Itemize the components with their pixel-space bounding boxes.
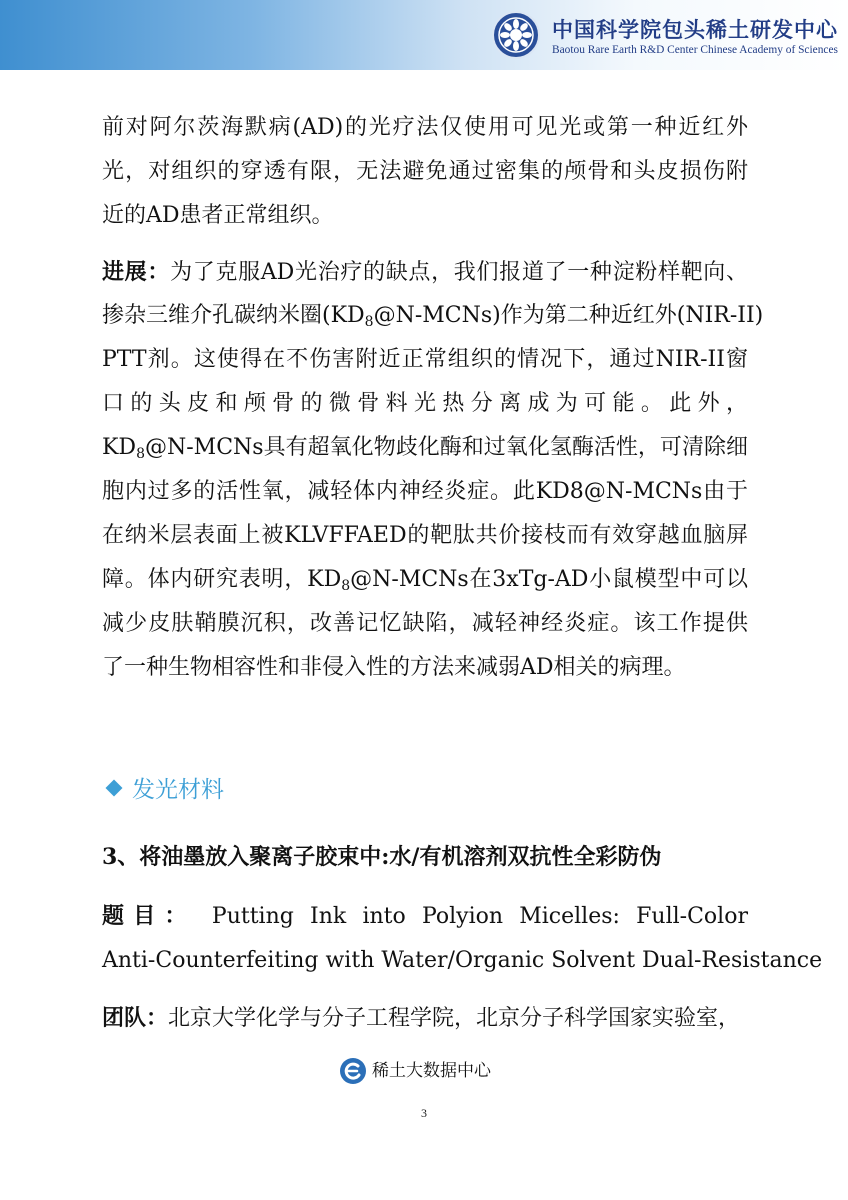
progress-line-6: 胞内过多的活性氧，减轻体内神经炎症。此KD8@N-MCNs由于: [102, 479, 748, 504]
section-heading: [104, 773, 224, 807]
progress-line-9: 减少皮肤鞘膜沉积，改善记忆缺陷，减轻神经炎症。该工作提供: [102, 611, 748, 636]
title-text: Putting Ink into Polyion Micelles: Full-Color: [211, 904, 748, 929]
footer-brand-text: 稀土大数据中心: [372, 1061, 491, 1081]
progress-line-8: [102, 565, 748, 601]
subscript: 8: [364, 314, 374, 330]
organization-name-cn: 中国科学院包头稀土研发中心: [552, 18, 838, 42]
progress-label: 进展：: [102, 259, 171, 285]
article-heading: 3、将油墨放入聚离子胶束中:水/有机溶剂双抗性全彩防伪: [102, 844, 662, 870]
article-team: [102, 1003, 748, 1034]
progress-text: @N-MCNs在3xTg-AD小鼠模型中可以: [350, 567, 748, 592]
article-title-line-2: Anti-Counterfeiting with Water/Organic Solvent Dual-Resistance: [102, 948, 823, 973]
progress-line-3: PTT剂。这使得在不伤害附近正常组织的情况下，通过NIR-II窗: [102, 347, 748, 372]
progress-text: @N-MCNs具有超氧化物歧化酶和过氧化氢酶活性，可清除细: [145, 435, 748, 460]
diamond-bullet-icon: [106, 780, 123, 797]
progress-line-1: [102, 257, 748, 288]
intro-line-1: 前对阿尔茨海默病(AD)的光疗法仅使用可见光或第一种近红外: [102, 115, 748, 140]
title-label: 题目：: [102, 903, 196, 929]
progress-line-7: 在纳米层表面上被KLVFFAED的靶肽共价接枝而有效穿越血脑屏: [102, 523, 748, 548]
team-label: 团队：: [102, 1005, 169, 1031]
progress-text: 为了克服AD光治疗的缺点，我们报道了一种淀粉样靶向、: [170, 260, 748, 285]
section-title: 发光材料: [132, 777, 224, 803]
page-header: [0, 0, 848, 70]
progress-text: @N-MCNs)作为第二种近红外(NIR-II): [373, 303, 764, 328]
progress-text: 障。体内研究表明，KD: [102, 567, 342, 592]
organization-name-en: Baotou Rare Earth R&D Center Chinese Academy of Sciences: [552, 44, 838, 56]
progress-line-10: 了一种生物相容性和非侵入性的方法来减弱AD相关的病理。: [102, 655, 686, 680]
rare-earth-data-logo-icon: [340, 1058, 366, 1084]
progress-text: 掺杂三维介孔碳纳米圈(KD: [102, 303, 365, 328]
progress-line-2: [102, 301, 764, 337]
intro-line-3: 近的AD患者正常组织。: [102, 203, 334, 228]
footer-brand: [340, 1058, 520, 1086]
progress-line-5: [102, 433, 748, 469]
intro-line-2: 光，对组织的穿透有限，无法避免通过密集的颅骨和头皮损伤附: [102, 159, 748, 184]
page-number: 3: [421, 1106, 427, 1120]
cas-logo-icon: [492, 11, 540, 59]
progress-line-4: 口的头皮和颅骨的微骨料光热分离成为可能。此外，: [102, 391, 748, 416]
team-text: 北京大学化学与分子工程学院，北京分子科学国家实验室，: [168, 1006, 741, 1031]
article-title-line-1: [102, 901, 748, 932]
progress-text: KD: [102, 435, 137, 460]
subscript: 8: [136, 446, 145, 462]
subscript: 8: [341, 578, 351, 594]
